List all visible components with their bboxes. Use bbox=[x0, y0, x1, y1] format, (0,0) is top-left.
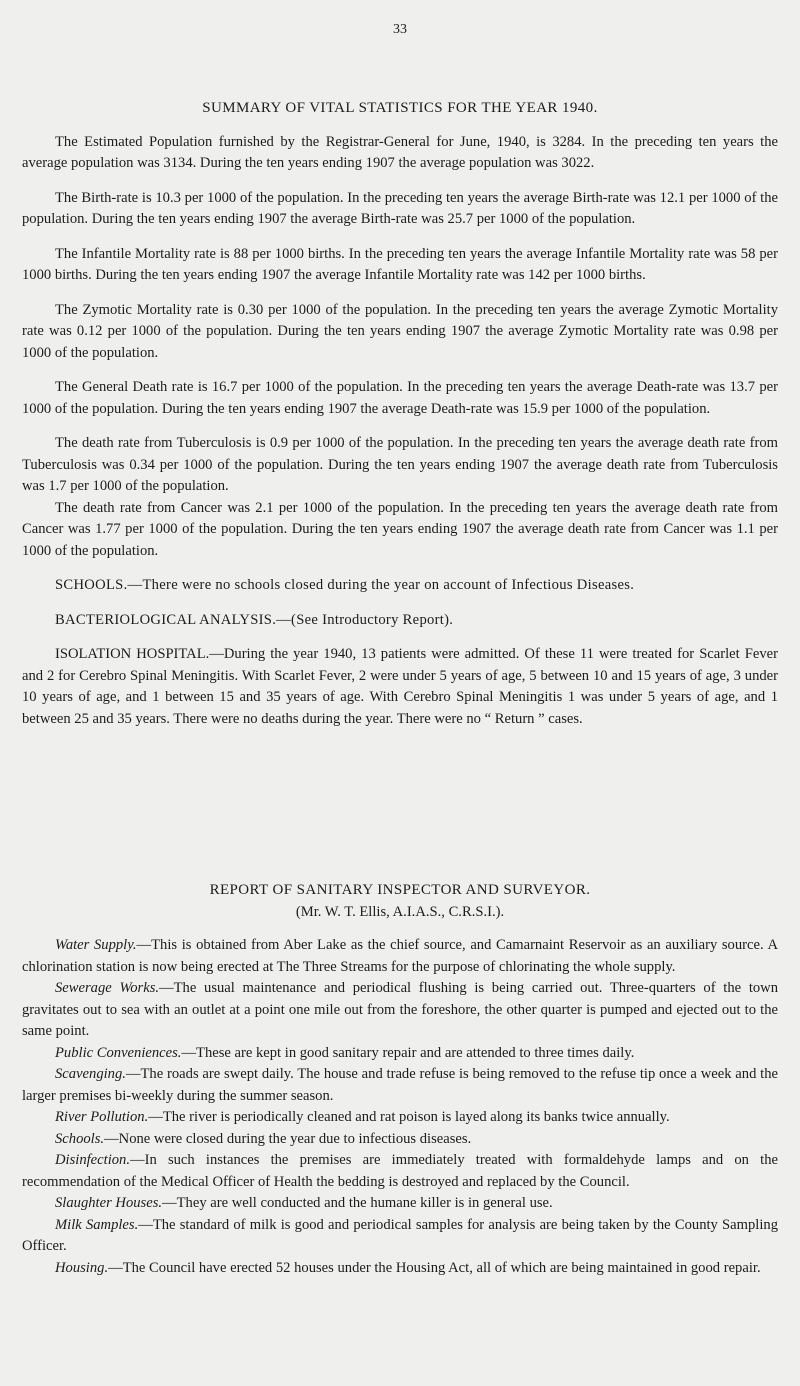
report-heading: REPORT OF SANITARY INSPECTOR AND SURVEYOR. bbox=[209, 882, 591, 898]
report-section-item bbox=[22, 935, 778, 978]
report-section-item bbox=[22, 978, 778, 1043]
bacteriological-paragraph: BACTERIOLOGICAL ANALYSIS.—(See Introductory Report). bbox=[55, 611, 454, 628]
report-section-text: —The standard of milk is good and periodical samples for analysis are being taken by the County Sampling Officer. bbox=[22, 1216, 779, 1254]
schools-paragraph: SCHOOLS.—There were no schools closed during the year on account of Infectious Diseases. bbox=[55, 577, 635, 593]
report-section-title: Slaughter Houses. bbox=[55, 1195, 163, 1211]
report-section-text: —The Council have erected 52 houses under the Housing Act, all of which are being maintained in good repair. bbox=[108, 1259, 761, 1276]
report-section-title: Housing. bbox=[55, 1259, 109, 1276]
zymotic-mortality-paragraph: The Zymotic Mortality rate is 0.30 per 1000 of the population. In the preceding ten years the average Zymotic Mortality rate was 0.12 per 1000 of the population. During the ten years ending 1907 the average Zymotic Mortality rate was 0.98 per 1000 of the population. bbox=[22, 301, 778, 361]
report-section-item bbox=[22, 1258, 778, 1280]
report-section-title: Schools. bbox=[55, 1130, 105, 1147]
death-rate-paragraph: The General Death rate is 16.7 per 1000 of the population. In the preceding ten years the average Death-rate was 13.7 per 1000 of the population. During the ten years ending 1907 the average Death-rate was 15.9 per 1000 of the population. bbox=[22, 379, 778, 417]
report-section-text: —The river is periodically cleaned and rat poison is layed along its banks twice annually. bbox=[148, 1109, 670, 1125]
population-paragraph: The Estimated Population furnished by the Registrar-General for June, 1940, is 3284. In the preceding ten years the average population was 3134. During the ten years ending 1907 the average population was 3022. bbox=[22, 133, 778, 171]
report-section-text: —The roads are swept daily. The house and trade refuse is being removed to the refuse tip once a week and the larger premises bi-weekly during the summer season. bbox=[22, 1066, 778, 1104]
report-sections bbox=[22, 935, 778, 1279]
report-section-item bbox=[22, 1129, 778, 1151]
report-section-title: Scavenging. bbox=[55, 1066, 126, 1082]
report-section-title: Water Supply. bbox=[55, 937, 137, 953]
report-section-item bbox=[22, 1150, 778, 1193]
report-section-title: Disinfection. bbox=[55, 1152, 130, 1168]
report-section-text: —None were closed during the year due to infectious diseases. bbox=[104, 1130, 472, 1147]
report-section-title: Sewerage Works. bbox=[55, 980, 160, 996]
report-section-text: —The usual maintenance and periodical flushing is being carried out. Three-quarters of the town gravitates out to sea with an outlet at a point one mile out from the foreshore, the other quarter is pumped and ejected out to the same point. bbox=[22, 980, 779, 1039]
report-section-item bbox=[22, 1043, 778, 1065]
birth-rate-paragraph: The Birth-rate is 10.3 per 1000 of the population. In the preceding ten years the average Birth-rate was 12.1 per 1000 of the population. During the ten years ending 1907 the average Birth-rate was 25.7 per 1000 of the population. bbox=[22, 189, 778, 227]
summary-heading: SUMMARY OF VITAL STATISTICS FOR THE YEAR 1940. bbox=[202, 100, 598, 116]
report-section-text: —They are well conducted and the humane killer is in general use. bbox=[162, 1195, 553, 1211]
page-number: 33 bbox=[393, 22, 407, 37]
report-section-item bbox=[22, 1193, 778, 1215]
report-section-text: —This is obtained from Aber Lake as the chief source, and Camarnaint Reservoir as an auxiliary source. A chlorination station is now being erected at The Three Streams for the purpose of chlorinating the whole supply. bbox=[22, 937, 778, 975]
report-section bbox=[22, 880, 778, 1279]
report-subheading: (Mr. W. T. Ellis, A.I.A.S., C.R.S.I.). bbox=[295, 903, 505, 920]
summary-section bbox=[22, 98, 778, 730]
tuberculosis-paragraph: The death rate from Tuberculosis is 0.9 per 1000 of the population. In the preceding ten years the average death rate from Tuberculosis was 0.34 per 1000 of the population. During the ten years ending 1907 the average death rate from Tuberculosis was 1.7 per 1000 of the population. bbox=[22, 435, 778, 494]
report-section-item bbox=[22, 1107, 778, 1129]
report-section-title: Milk Samples. bbox=[55, 1216, 139, 1233]
report-section-title: Public Conveniences. bbox=[55, 1044, 182, 1061]
isolation-hospital-paragraph: ISOLATION HOSPITAL.—During the year 1940, 13 patients were admitted. Of these 11 were treated for Scarlet Fever and 2 for Cerebro Spinal Meningitis. With Scarlet Fever, 2 were under 5 years of age, 5 between 10 and 15 years of age, 3 under 10 years of age, and 1 between 15 and 35 years of age. With Cerebro Spinal Meningitis 1 was under 5 years of age, and 1 between 25 and 35 years. There were no deaths during the year. There were no “ Return ” cases. bbox=[22, 646, 778, 727]
report-section-item bbox=[22, 1064, 778, 1107]
report-section-text: —In such instances the premises are immediately treated with formaldehyde lamps and on the recommendation of the Medical Officer of Health the bedding is destroyed and replaced by the Council. bbox=[22, 1152, 778, 1190]
report-section-title: River Pollution. bbox=[55, 1109, 149, 1125]
cancer-paragraph: The death rate from Cancer was 2.1 per 1000 of the population. In the preceding ten years the average death rate from Cancer was 1.77 per 1000 of the population. During the ten years ending 1907 the average death rate from Cancer was 1.1 per 1000 of the population. bbox=[22, 499, 778, 559]
report-section-item bbox=[22, 1215, 778, 1258]
report-section-text: —These are kept in good sanitary repair and are attended to three times daily. bbox=[181, 1044, 635, 1061]
infantile-mortality-paragraph: The Infantile Mortality rate is 88 per 1000 births. In the preceding ten years the average Infantile Mortality rate was 58 per 1000 births. During the ten years ending 1907 the average Infantile Mortality rate was 142 per 1000 births. bbox=[22, 245, 778, 283]
